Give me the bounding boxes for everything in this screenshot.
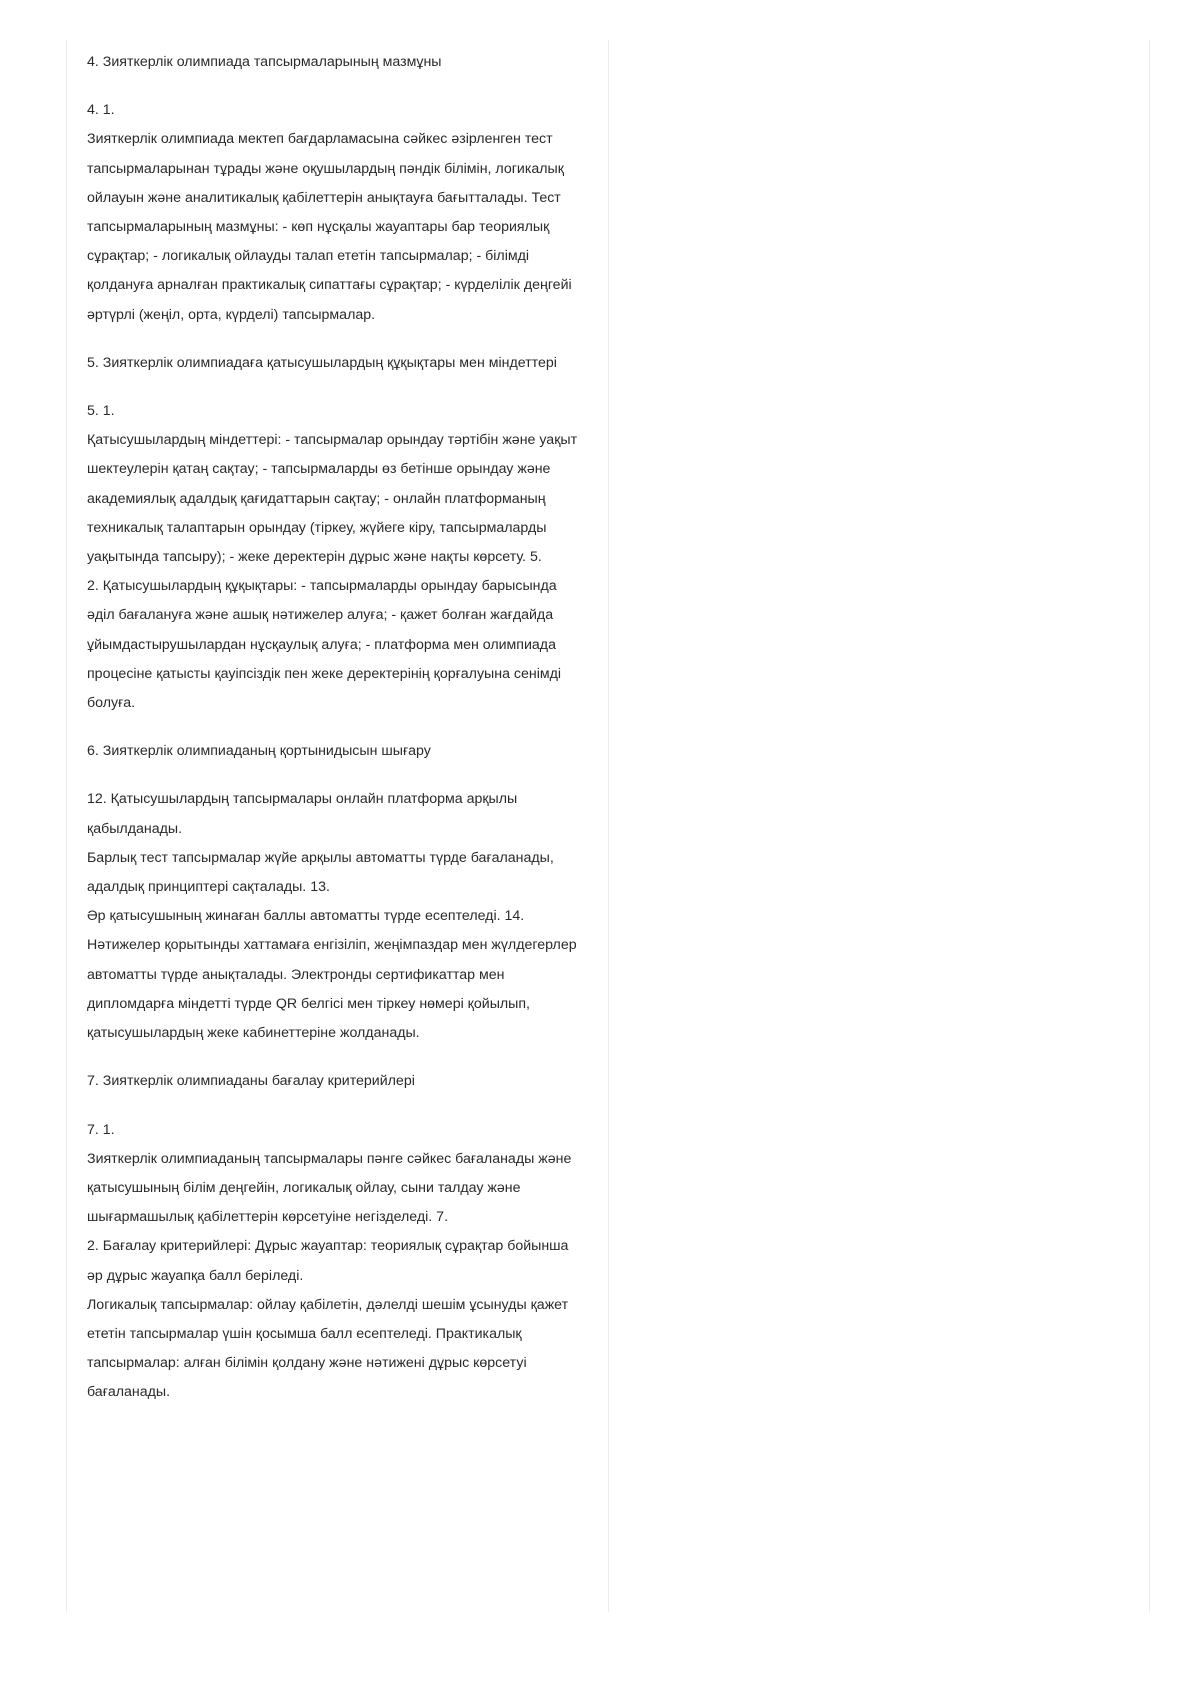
section-paragraph: [87, 397, 587, 718]
heading-text: 7. Зияткерлік олимпиаданы бағалау критерийлері: [87, 1073, 415, 1090]
paragraph-line: Зияткерлік олимпиаданың тапсырмалары пәнге сәйкес бағаланады және қатысушының білім деңгейін, логикалық ойлау, сыни талдау және шығармашылық қабілеттерін көрсетуіне негізделеді. 7.: [87, 1150, 572, 1226]
paragraph-line: 12. Қатысушылардың тапсырмалары онлайн платформа арқылы қабылданады.: [87, 791, 518, 837]
paragraph-line: Логикалық тапсырмалар: ойлау қабілетін, дәлелді шешім ұсынуды қажет ететін тапсырмалар үшін қосымша балл есептеледі. Практикалық тапсырмалар: алған білімін қолдану және нәтижені дұрыс көрсетуі бағаланады.: [87, 1296, 569, 1401]
section-heading: [87, 1067, 587, 1096]
paragraph-line: Қатысушылардың міндеттері: - тапсырмалар орындау тәртібін және уақыт шектеулерін қатаң сақтау; - тапсырмаларды өз бетінше орындау және академиялық адалдық қағидаттарын сақтау; - онлайн платформаның техникалық талаптарын орындау (тіркеу, жүйеге кіру, тапсырмаларды уақытында тапсыру); - жеке деректерін дұрыс және нақты көрсету. 5.: [87, 432, 578, 566]
section-paragraph: [87, 785, 587, 1048]
page-frame: [66, 40, 1150, 1612]
paragraph-line: 4. 1.: [87, 102, 115, 119]
document-text-column: [87, 48, 587, 1427]
paragraph-line: Барлық тест тапсырмалар жүйе арқылы автоматты түрде бағаланады, адалдық принциптері сақталады. 13.: [87, 849, 554, 896]
section-heading: [87, 737, 587, 766]
paragraph-line: Нәтижелер қорытынды хаттамаға енгізіліп, жеңімпаздар мен жүлдегерлер автоматты түрде анықталады. Электронды сертификаттар мен дипломдарға міндетті түрде QR белгісі мен тіркеу нөмері қойылып, қатысушылардың жеке кабинеттеріне жолданады.: [87, 937, 577, 1042]
heading-text: 5. Зияткерлік олимпиадаға қатысушылардың құқықтары мен міндеттері: [87, 354, 557, 371]
paragraph-line: 2. Қатысушылардың құқықтары: - тапсырмаларды орындау барысында әділ бағалануға және ашық нәтижелер алуға; - қажет болған жағдайда ұйымдастырушылардан нұсқаулық алуға; - платформа мен олимпиада процесіне қатысты қауіпсіздік пен жеке деректерінің қорғалуына сенімді болуға.: [87, 578, 562, 712]
heading-text: 6. Зияткерлік олимпиаданың қортынидысын шығару: [87, 743, 431, 760]
section-paragraph: [87, 1116, 587, 1408]
paragraph-line: 7. 1.: [87, 1121, 115, 1138]
section-paragraph: [87, 96, 587, 330]
left-column-border: [66, 40, 67, 1612]
paragraph-line: 5. 1.: [87, 403, 115, 420]
right-column-border: [1149, 40, 1150, 1612]
paragraph-line: Әр қатысушының жинаған баллы автоматты түрде есептеледі. 14.: [87, 908, 525, 925]
column-divider: [608, 40, 609, 1612]
section-heading: [87, 48, 587, 77]
heading-text: 4. Зияткерлік олимпиада тапсырмаларының мазмұны: [87, 54, 442, 70]
section-heading: [87, 349, 587, 378]
paragraph-line: Зияткерлік олимпиада мектеп бағдарламасына сәйкес әзірленген тест тапсырмаларынан тұрады және оқушылардың пәндік білімін, логикалық ойлауын және аналитикалық қабілеттерін анықтауға бағытталады. Тест тапсырмаларының мазмұны: - көп нұсқалы жауаптары бар теориялық сұрақтар; - логикалық ойлауды талап ететін тапсырмалар; - білімді қолдануға арналған практикалық сипаттағы сұрақтар; - күрделілік деңгейі әртүрлі (жеңіл, орта, күрделі) тапсырмалар.: [87, 131, 572, 323]
paragraph-line: 2. Бағалау критерийлері: Дұрыс жауаптар: теориялық сұрақтар бойынша әр дұрыс жауапқа балл беріледі.: [87, 1238, 569, 1284]
